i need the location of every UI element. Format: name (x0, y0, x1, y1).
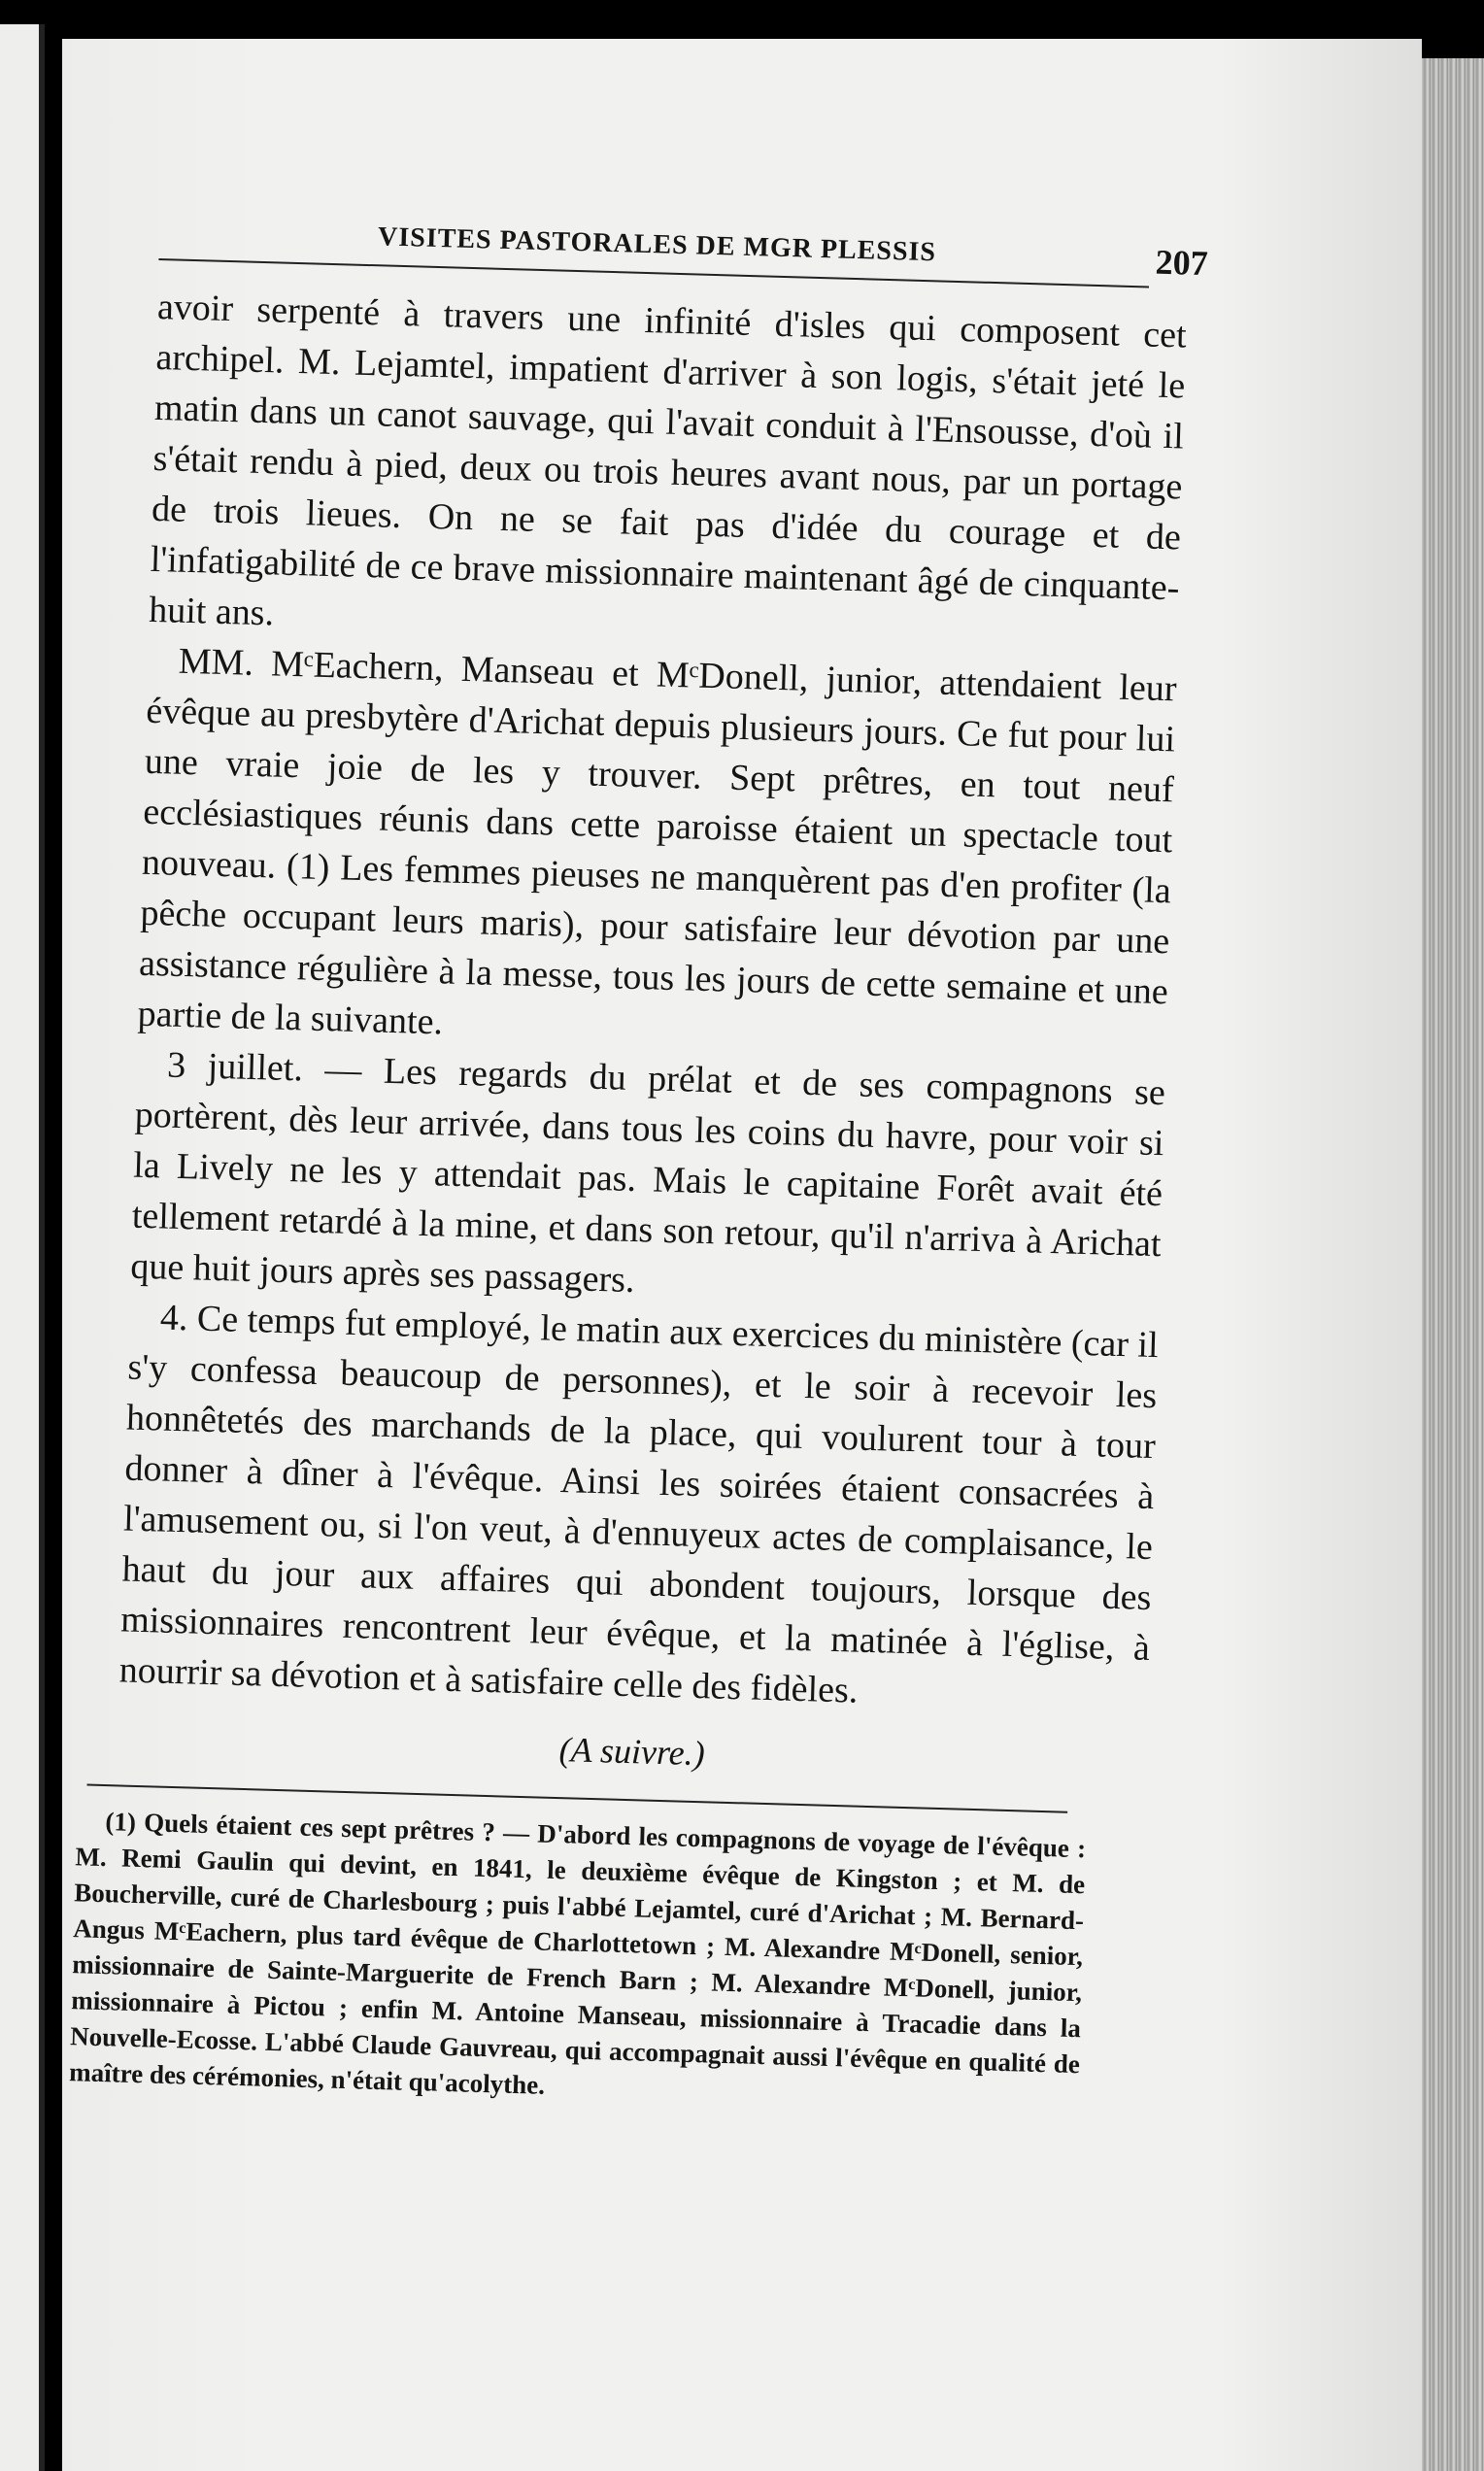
paragraph-1: avoir serpenté à travers une infinité d'isles qui composent cet archipel. M. Lejamtel, impatient d'arriver à son logis, s'était jeté le matin dans un canot sauvage, qui l'avait conduit à l'Ensousse, d'où il s'était rendu à pied, deux ou trois heures avant nous, par un portage de trois lieues. On ne se fait pas d'idée du courage et de l'infatigabilité de ce brave missionnaire maintenant âgé de cinquante-huit ans. (148, 286, 1188, 634)
continuation-note: (A suivre.) (558, 1730, 706, 1774)
body-text (118, 282, 1187, 1724)
footnote (69, 1803, 1087, 2118)
page-stack-edge (1422, 58, 1484, 2471)
footnote-text: (1) Quels étaient ces sept prêtres ? — D'abord les compagnons de voyage de l'évêque : M. Remi Gaulin qui devint, en 1841, le deuxième évêque de Kingston ; et M. de Boucherville, curé de Charlesbourg ; puis l'abbé Lejamtel, curé d'Arichat ; M. Bernard-Angus MᶜEachern, plus tard évêque de Charlottetown ; M. Alexandre MᶜDonell, senior, missionnaire de Sainte-Marguerite de French Barn ; M. Alexandre MᶜDonell, junior, missionnaire à Pictou ; enfin M. Antoine Manseau, missionnaire à Tracadie dans la Nouvelle-Ecosse. L'abbé Claude Gauvreau, qui accompagnait aussi l'évêque en qualité de maître des cérémonies, n'était qu'acolythe. (68, 1807, 1087, 2100)
paragraph-2: MM. MᶜEachern, Manseau et MᶜDonell, junior, attendaient leur évêque au presbytère d'Arichat depuis plusieurs jours. Ce fut pour lui une vraie joie de les y trouver. Sept prêtres, en tout neuf ecclésiastiques réunis dans cette paroisse étaient un spectacle tout nouveau. (1) Les femmes pieuses ne manquèrent pas d'en profiter (la pêche occupant leurs maris), pour satisfaire leur dévotion par une assistance régulière à la messe, tous les jours de cette semaine et une partie de la suivante. (137, 640, 1178, 1043)
paragraph-3: 3 juillet. — Les regards du prélat et de ses compagnons se portèrent, dès leur arrivée, dans tous les coins du havre, pour voir si la Lively ne les y attendait pas. Mais le capitaine Forêt avait été tellement retardé à la mine, et dans son retour, qu'il n'arriva à Arichat que huit jours après ses passagers. (129, 1044, 1166, 1302)
paragraph-4: 4. Ce temps fut employé, le matin aux exercices du ministère (car il s'y confessa beaucoup de personnes), et le soir à recevoir les honnêtetés des marchands de la place, qui voulurent tour à tour donner à dîner à l'évêque. Ainsi les soirées étaient consacrées à l'amusement ou, si l'on veut, à d'ennuyeux actes de complaisance, le haut du jour aux affaires qui abondent toujours, lorsque des missionnaires rencontrent leur évêque, et la matinée à l'église, à nourrir sa dévotion et à satisfaire celle des fidèles. (118, 1297, 1160, 1711)
running-head-title: VISITES PASTORALES DE MGR PLESSIS (377, 221, 937, 268)
page-number: 207 (1155, 242, 1209, 284)
previous-page-edge (0, 24, 45, 2471)
header-rule (158, 258, 1149, 288)
page-content (68, 204, 1209, 2120)
